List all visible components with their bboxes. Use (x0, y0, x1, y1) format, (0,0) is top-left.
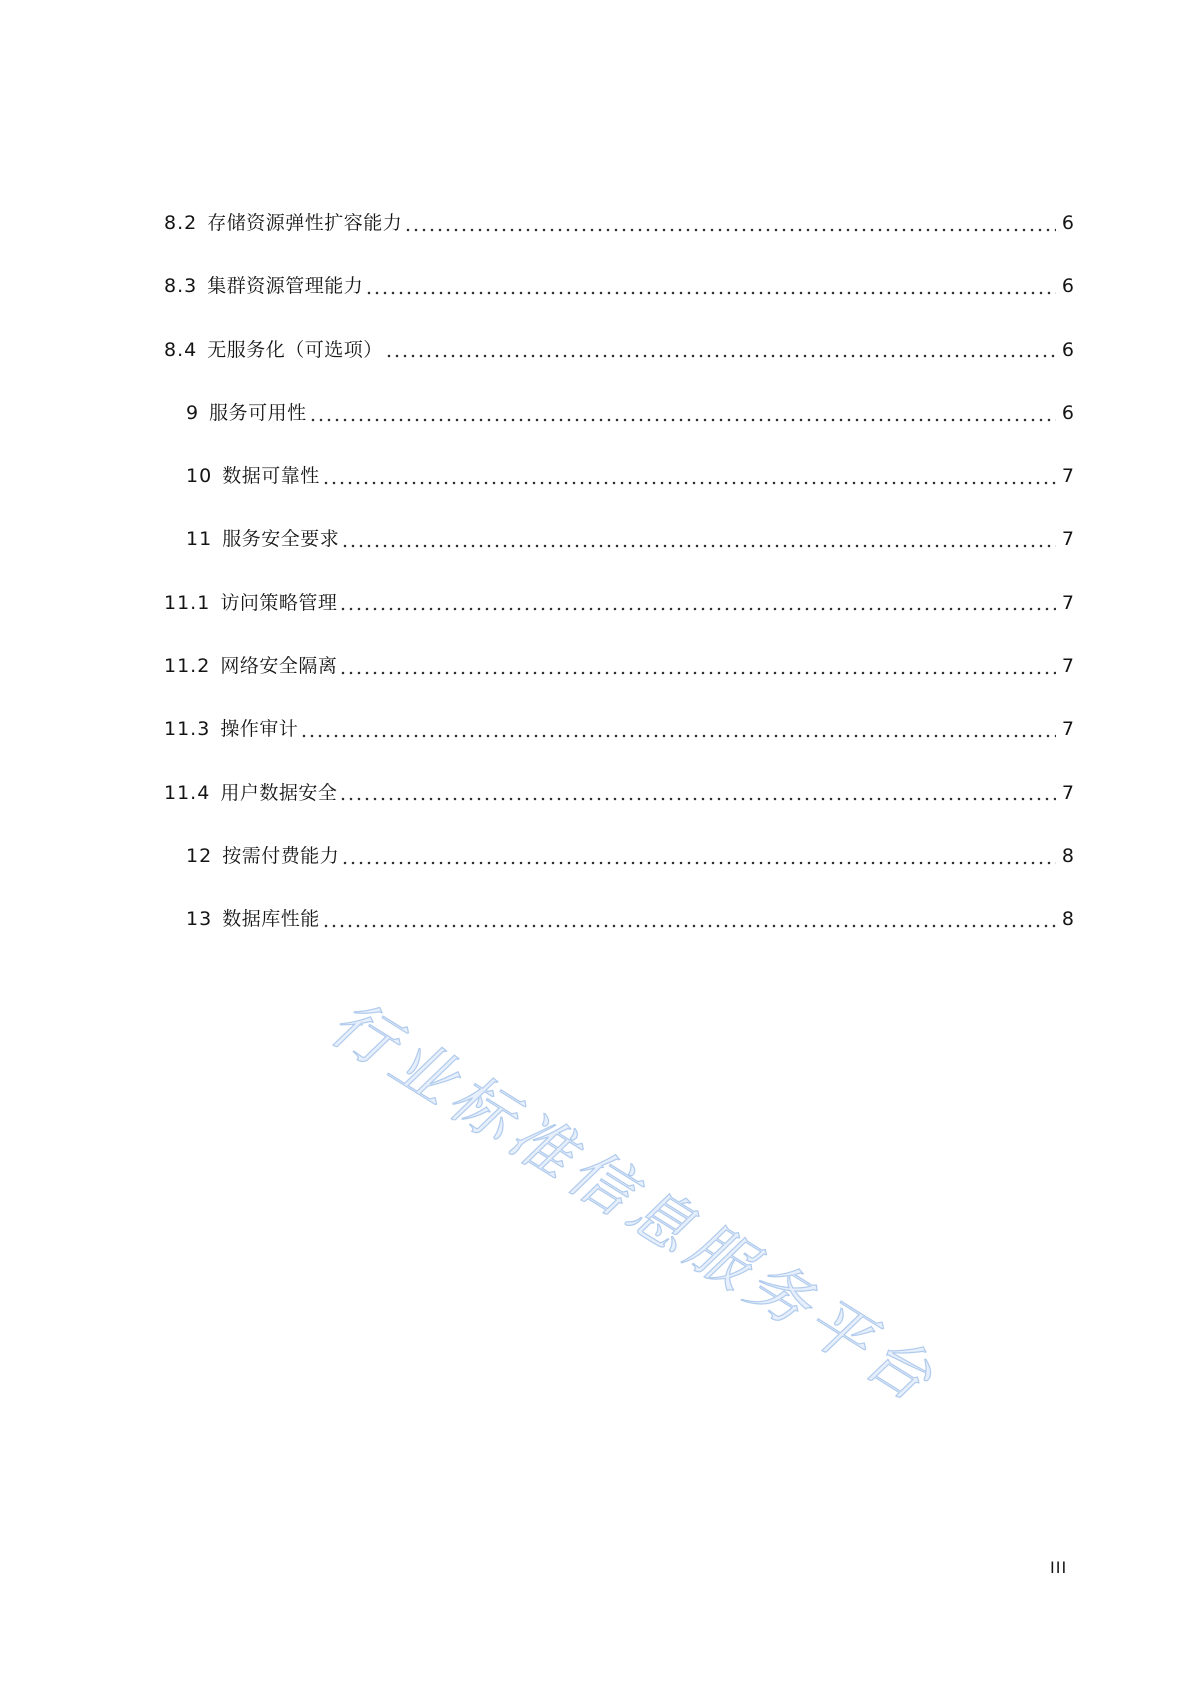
toc-entry-page: 7 (1061, 781, 1074, 804)
toc-entry[interactable] (164, 762, 1074, 825)
toc-entry-page: 6 (1061, 212, 1074, 234)
dot-leader (339, 785, 1056, 801)
toc-entry-number: 8.3 (164, 275, 198, 298)
toc-entry-number: 12 (186, 844, 213, 867)
toc-entry[interactable] (164, 255, 1074, 318)
watermark-text: 行业标准信息服务平台 (318, 985, 951, 1419)
toc-entry-title: 存储资源弹性扩容能力 (207, 212, 403, 234)
toc-entry-number: 8.2 (164, 212, 198, 234)
toc-entry-number: 11 (186, 528, 213, 551)
dot-leader (339, 659, 1056, 675)
toc-entry[interactable] (164, 888, 1074, 951)
dot-leader (322, 912, 1056, 928)
toc-entry[interactable] (164, 508, 1074, 571)
toc-entry-title: 按需付费能力 (222, 844, 340, 867)
toc-entry[interactable] (164, 382, 1074, 445)
dot-leader (309, 406, 1056, 422)
dot-leader (300, 722, 1056, 738)
toc-entry[interactable] (164, 319, 1074, 382)
toc-entry-page: 8 (1061, 908, 1074, 931)
dot-leader (365, 279, 1056, 295)
dot-leader (385, 342, 1056, 358)
toc-entry-title: 无服务化（可选项） (207, 338, 383, 361)
toc-entry-title: 用户数据安全 (220, 781, 338, 804)
table-of-contents (164, 192, 1074, 952)
toc-entry[interactable] (164, 572, 1074, 635)
toc-entry-page: 7 (1061, 528, 1074, 551)
toc-entry-page: 6 (1061, 275, 1074, 298)
toc-entry-number: 10 (186, 465, 213, 488)
toc-entry-title: 操作审计 (220, 718, 299, 741)
toc-entry-page: 8 (1061, 844, 1074, 867)
dot-leader (404, 216, 1056, 232)
toc-entry-title: 服务安全要求 (222, 528, 340, 551)
toc-entry-number: 11.1 (164, 591, 211, 614)
toc-entry-page: 7 (1061, 591, 1074, 614)
toc-entry[interactable] (164, 445, 1074, 508)
toc-entry-number: 11.3 (164, 718, 211, 741)
toc-entry-page: 7 (1061, 718, 1074, 741)
toc-entry-page: 6 (1061, 338, 1074, 361)
page-number: III (1050, 1558, 1068, 1577)
toc-entry-number: 9 (186, 401, 200, 424)
toc-entry-number: 8.4 (164, 338, 198, 361)
toc-entry-page: 6 (1061, 401, 1074, 424)
toc-entry[interactable] (164, 635, 1074, 698)
toc-entry-title: 访问策略管理 (220, 591, 338, 614)
toc-entry-number: 11.2 (164, 655, 211, 678)
toc-entry[interactable] (164, 698, 1074, 761)
toc-entry-page: 7 (1061, 465, 1074, 488)
dot-leader (341, 849, 1056, 865)
toc-entry-title: 服务可用性 (209, 401, 307, 424)
dot-leader (322, 469, 1056, 485)
dot-leader (339, 595, 1056, 611)
toc-entry-title: 集群资源管理能力 (207, 275, 364, 298)
toc-entry-number: 13 (186, 908, 213, 931)
toc-entry-title: 数据库性能 (222, 908, 320, 931)
toc-entry[interactable] (164, 192, 1074, 255)
toc-entry-page: 7 (1061, 655, 1074, 678)
toc-entry-title: 网络安全隔离 (220, 655, 338, 678)
toc-entry-title: 数据可靠性 (222, 465, 320, 488)
toc-entry-number: 11.4 (164, 781, 211, 804)
toc-entry[interactable] (164, 825, 1074, 888)
dot-leader (341, 532, 1056, 548)
